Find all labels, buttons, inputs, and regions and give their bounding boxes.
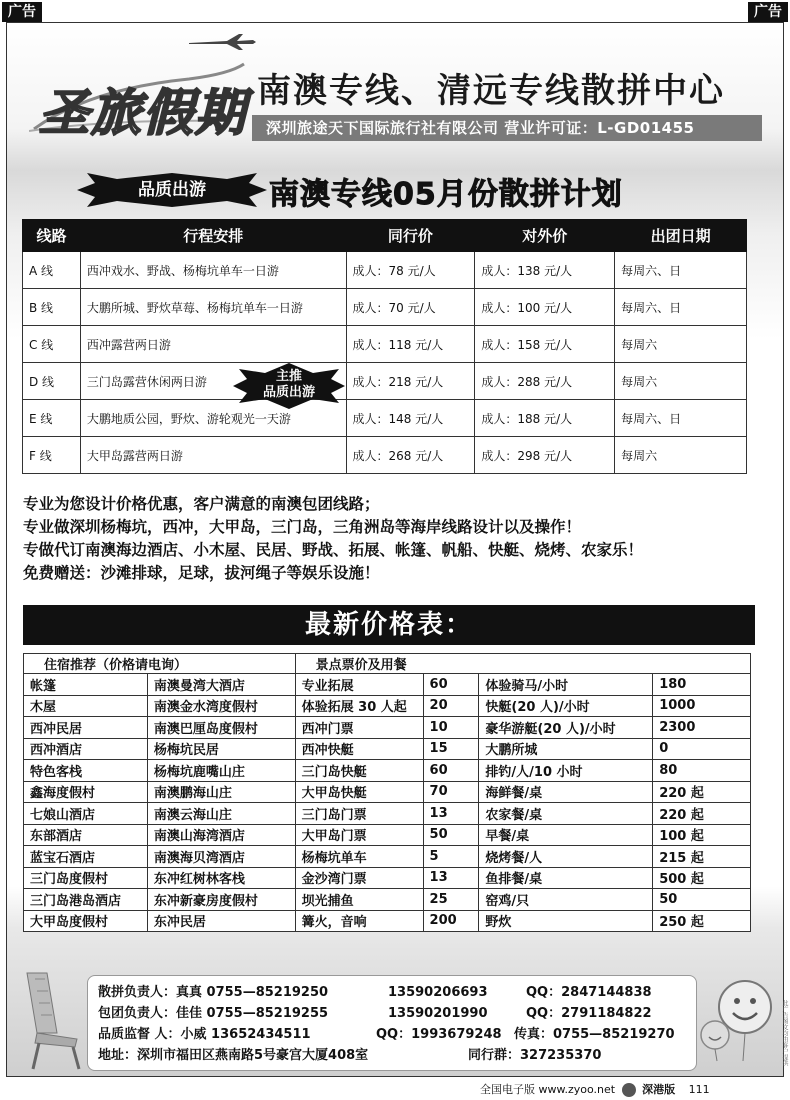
item-name: 大甲岛快艇 bbox=[295, 781, 423, 803]
ad-tag-right: 广告 bbox=[748, 2, 788, 22]
item-name: 体验骑马/小时 bbox=[479, 674, 653, 696]
table-row bbox=[24, 910, 751, 932]
contact-row bbox=[98, 1045, 686, 1066]
quality-badge-text: 品质出游 bbox=[138, 180, 206, 200]
item-name: 快艇(20 人)/小时 bbox=[479, 695, 653, 717]
route-itinerary: 西冲露营两日游 bbox=[80, 326, 346, 363]
lodging-type: 鑫海度假村 bbox=[24, 781, 148, 803]
lodging-name: 南澳曼湾大酒店 bbox=[147, 674, 295, 696]
route-code: C 线 bbox=[23, 326, 81, 363]
item-name: 窑鸡/只 bbox=[479, 889, 653, 911]
footer-edition: 深港版 bbox=[642, 1083, 676, 1096]
footer-site: 全国电子版 www.zyoo.net bbox=[480, 1083, 616, 1096]
item-name: 西冲快艇 bbox=[295, 738, 423, 760]
item-price: 60 bbox=[423, 760, 479, 782]
item-price: 2300 bbox=[653, 717, 751, 739]
headline: 南澳专线、清远专线散拼中心 bbox=[257, 71, 725, 111]
item-price: 80 bbox=[653, 760, 751, 782]
route-itinerary: 大鹏地质公园，野炊、游轮观光一天游 bbox=[80, 400, 346, 437]
route-public-price: 成人：100 元/人 bbox=[475, 289, 615, 326]
route-public-price: 成人：298 元/人 bbox=[475, 437, 615, 474]
item-name: 大甲岛门票 bbox=[295, 824, 423, 846]
lodging-type: 帐篷 bbox=[24, 674, 148, 696]
charter-contact: 包团负责人：佳佳 0755—85219255 bbox=[98, 1006, 329, 1021]
item-name: 金沙湾门票 bbox=[295, 867, 423, 889]
charter-mobile: 13590201990 bbox=[388, 1006, 488, 1021]
address: 地址：深圳市福田区燕南路5号豪宫大厦408室 bbox=[98, 1048, 369, 1063]
route-trade-price: 成人：118 元/人 bbox=[346, 326, 475, 363]
price-banner: 最新价格表： bbox=[23, 605, 755, 645]
item-name: 海鲜餐/桌 bbox=[479, 781, 653, 803]
route-trade-price: 成人：218 元/人 bbox=[346, 363, 475, 400]
item-price: 0 bbox=[653, 738, 751, 760]
featured-badge-line2: 品质出游 bbox=[262, 385, 315, 400]
routes-header-row bbox=[23, 220, 747, 252]
item-name: 排钓/人/10 小时 bbox=[479, 760, 653, 782]
group-tour-qq: QQ：2847144838 bbox=[526, 985, 652, 1000]
table-row bbox=[24, 695, 751, 717]
lodging-name: 杨梅坑民居 bbox=[147, 738, 295, 760]
page-number: 111 bbox=[688, 1083, 710, 1096]
route-code: E 线 bbox=[23, 400, 81, 437]
contact-box bbox=[87, 975, 697, 1071]
route-code: A 线 bbox=[23, 252, 81, 289]
item-price: 180 bbox=[653, 674, 751, 696]
item-price: 70 bbox=[423, 781, 479, 803]
item-price: 220 起 bbox=[653, 803, 751, 825]
lodging-type: 特色客栈 bbox=[24, 760, 148, 782]
item-price: 50 bbox=[423, 824, 479, 846]
item-name: 专业拓展 bbox=[295, 674, 423, 696]
footer bbox=[480, 1081, 710, 1097]
table-row bbox=[23, 400, 747, 437]
item-price: 1000 bbox=[653, 695, 751, 717]
ad-tag-left: 广告 bbox=[2, 2, 42, 22]
route-departure: 每周六、日 bbox=[615, 289, 747, 326]
contact-row bbox=[98, 1003, 686, 1024]
item-price: 20 bbox=[423, 695, 479, 717]
table-row bbox=[24, 803, 751, 825]
featured-badge-line1: 主推 bbox=[275, 369, 302, 384]
item-price: 13 bbox=[423, 867, 479, 889]
item-name: 三门岛门票 bbox=[295, 803, 423, 825]
quality-supervisor: 品质监督 人：小威 13652434511 bbox=[98, 1027, 311, 1042]
table-row bbox=[24, 867, 751, 889]
item-price: 100 起 bbox=[653, 824, 751, 846]
item-name: 坝光捕鱼 bbox=[295, 889, 423, 911]
header bbox=[7, 23, 784, 212]
table-row bbox=[24, 738, 751, 760]
lodging-name: 杨梅坑鹿嘴山庄 bbox=[147, 760, 295, 782]
item-price: 200 bbox=[423, 910, 479, 932]
supervisor-qq: QQ：1993679248 bbox=[376, 1027, 502, 1042]
side-note: 此广告图文均由客户提供 bbox=[781, 1000, 788, 1066]
item-name: 野炊 bbox=[479, 910, 653, 932]
route-itinerary: 三门岛露营休闲两日游 bbox=[80, 363, 346, 400]
beach-chair-icon bbox=[17, 963, 87, 1073]
brand-logo bbox=[29, 59, 249, 142]
routes-header-departure: 出团日期 bbox=[615, 220, 747, 252]
routes-header-itinerary: 行程安排 bbox=[80, 220, 346, 252]
route-code: D 线 bbox=[23, 363, 81, 400]
advertisement-page bbox=[6, 22, 784, 1077]
route-public-price: 成人：288 元/人 bbox=[475, 363, 615, 400]
promo-line: 专业为您设计价格优惠，客户满意的南澳包团线路； bbox=[23, 495, 380, 513]
route-itinerary: 大鹏所城、野炊草莓、杨梅坑单车一日游 bbox=[80, 289, 346, 326]
table-row bbox=[24, 760, 751, 782]
table-row bbox=[24, 781, 751, 803]
table-row bbox=[24, 889, 751, 911]
group-tour-mobile: 13590206693 bbox=[388, 985, 488, 1000]
route-trade-price: 成人：70 元/人 bbox=[346, 289, 475, 326]
lodging-name: 南澳云海山庄 bbox=[147, 803, 295, 825]
logo-text: 圣旅假期 bbox=[39, 83, 247, 142]
charter-qq: QQ：2791184822 bbox=[526, 1006, 652, 1021]
item-price: 5 bbox=[423, 846, 479, 868]
promo-line: 专做代订南澳海边酒店、小木屋、民居、野战、拓展、帐篷、帆船、快艇、烧烤、农家乐！ bbox=[23, 541, 644, 559]
company-license-bar: 深圳旅途天下国际旅行社有限公司 营业许可证：L-GD01455 bbox=[252, 115, 762, 141]
promo-line: 专业做深圳杨梅坑，西冲，大甲岛，三门岛，三角洲岛等海岸线路设计以及操作！ bbox=[23, 518, 582, 536]
fax: 传真：0755—85219270 bbox=[514, 1027, 675, 1042]
lodging-type: 三门岛度假村 bbox=[24, 867, 148, 889]
footer-logo-icon bbox=[622, 1083, 636, 1097]
item-price: 250 起 bbox=[653, 910, 751, 932]
table-row bbox=[24, 846, 751, 868]
table-row bbox=[23, 437, 747, 474]
route-departure: 每周六、日 bbox=[615, 252, 747, 289]
featured-badge bbox=[233, 363, 345, 409]
quality-badge bbox=[77, 173, 267, 207]
lodging-name: 东冲民居 bbox=[147, 910, 295, 932]
item-price: 10 bbox=[423, 717, 479, 739]
item-price: 500 起 bbox=[653, 867, 751, 889]
contact-row bbox=[98, 1024, 686, 1045]
table-row bbox=[23, 326, 747, 363]
route-code: F 线 bbox=[23, 437, 81, 474]
plan-title: 南澳专线05月份散拼计划 bbox=[269, 177, 623, 212]
route-trade-price: 成人：78 元/人 bbox=[346, 252, 475, 289]
lodging-name: 东冲红树林客栈 bbox=[147, 867, 295, 889]
route-departure: 每周六 bbox=[615, 437, 747, 474]
item-price: 50 bbox=[653, 889, 751, 911]
lodging-type: 西冲酒店 bbox=[24, 738, 148, 760]
item-name: 鱼排餐/桌 bbox=[479, 867, 653, 889]
route-itinerary: 西冲戏水、野战、杨梅坑单车一日游 bbox=[80, 252, 346, 289]
airplane-icon bbox=[187, 33, 257, 51]
item-price: 15 bbox=[423, 738, 479, 760]
group-tour-contact: 散拼负责人：真真 0755—85219250 bbox=[98, 985, 329, 1000]
routes-header-public-price: 对外价 bbox=[475, 220, 615, 252]
item-name: 烧烤餐/人 bbox=[479, 846, 653, 868]
tickets-header: 景点票价及用餐 bbox=[295, 654, 750, 674]
price-table bbox=[23, 653, 751, 932]
item-name: 三门岛快艇 bbox=[295, 760, 423, 782]
lodging-type: 大甲岛度假村 bbox=[24, 910, 148, 932]
route-departure: 每周六 bbox=[615, 363, 747, 400]
item-name: 篝火，音响 bbox=[295, 910, 423, 932]
item-price: 60 bbox=[423, 674, 479, 696]
item-price: 13 bbox=[423, 803, 479, 825]
smiley-balloon-icon bbox=[697, 973, 777, 1063]
item-price: 220 起 bbox=[653, 781, 751, 803]
promo-line: 免费赠送：沙滩排球，足球，拔河绳子等娱乐设施！ bbox=[23, 564, 380, 582]
lodging-name: 东冲新豪房度假村 bbox=[147, 889, 295, 911]
lodging-name: 南澳鹏海山庄 bbox=[147, 781, 295, 803]
peer-group: 同行群：327235370 bbox=[468, 1048, 602, 1063]
route-trade-price: 成人：148 元/人 bbox=[346, 400, 475, 437]
lodging-type: 七娘山酒店 bbox=[24, 803, 148, 825]
promo-text bbox=[23, 493, 773, 585]
lodging-type: 西冲民居 bbox=[24, 717, 148, 739]
item-name: 豪华游艇(20 人)/小时 bbox=[479, 717, 653, 739]
routes-header-trade-price: 同行价 bbox=[346, 220, 475, 252]
table-row bbox=[24, 824, 751, 846]
routes-table bbox=[22, 219, 747, 474]
table-row bbox=[23, 363, 747, 400]
item-price: 215 起 bbox=[653, 846, 751, 868]
routes-header-line: 线路 bbox=[23, 220, 81, 252]
lodging-type: 三门岛港岛酒店 bbox=[24, 889, 148, 911]
route-public-price: 成人：158 元/人 bbox=[475, 326, 615, 363]
lodging-name: 南澳金水湾度假村 bbox=[147, 695, 295, 717]
lodging-type: 东部酒店 bbox=[24, 824, 148, 846]
item-price: 25 bbox=[423, 889, 479, 911]
item-name: 早餐/桌 bbox=[479, 824, 653, 846]
route-departure: 每周六、日 bbox=[615, 400, 747, 437]
item-name: 西冲门票 bbox=[295, 717, 423, 739]
route-code: B 线 bbox=[23, 289, 81, 326]
route-public-price: 成人：188 元/人 bbox=[475, 400, 615, 437]
table-row bbox=[23, 252, 747, 289]
lodging-name: 南澳山海湾酒店 bbox=[147, 824, 295, 846]
table-row bbox=[23, 289, 747, 326]
table-row bbox=[24, 674, 751, 696]
route-public-price: 成人：138 元/人 bbox=[475, 252, 615, 289]
item-name: 体验拓展 30 人起 bbox=[295, 695, 423, 717]
item-name: 农家餐/桌 bbox=[479, 803, 653, 825]
table-row bbox=[24, 717, 751, 739]
item-name: 杨梅坑单车 bbox=[295, 846, 423, 868]
price-header-row bbox=[24, 654, 751, 674]
lodging-header: 住宿推荐（价格请电询） bbox=[24, 654, 296, 674]
route-trade-price: 成人：268 元/人 bbox=[346, 437, 475, 474]
lodging-type: 木屋 bbox=[24, 695, 148, 717]
contact-row bbox=[98, 982, 686, 1003]
lodging-type: 蓝宝石酒店 bbox=[24, 846, 148, 868]
item-name: 大鹏所城 bbox=[479, 738, 653, 760]
route-itinerary: 大甲岛露营两日游 bbox=[80, 437, 346, 474]
lodging-name: 南澳巴厘岛度假村 bbox=[147, 717, 295, 739]
route-departure: 每周六 bbox=[615, 326, 747, 363]
lodging-name: 南澳海贝湾酒店 bbox=[147, 846, 295, 868]
